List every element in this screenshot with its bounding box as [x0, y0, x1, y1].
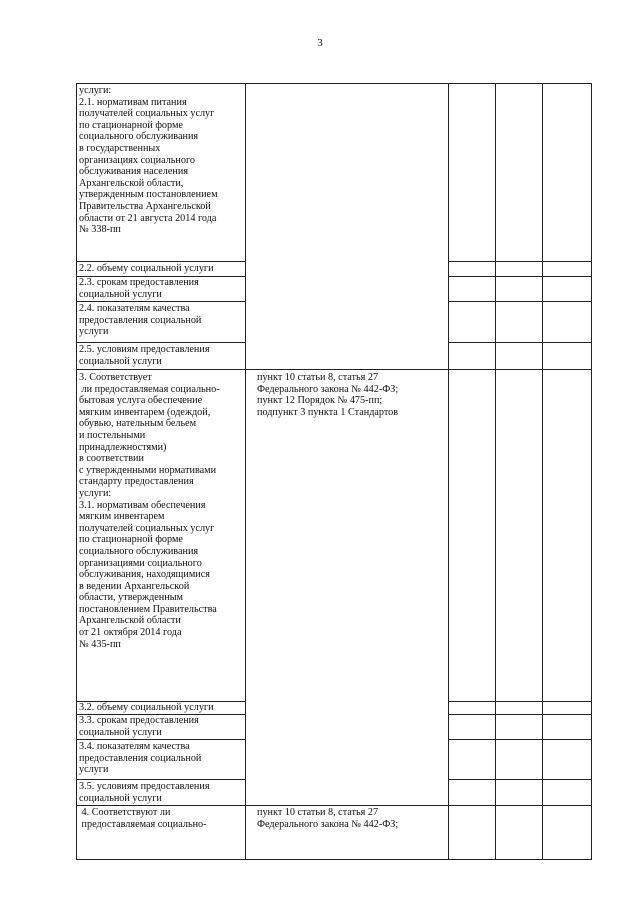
criterion-text: 3.4. показателям качества предоставления социальной услуги	[79, 741, 202, 776]
row-divider	[448, 301, 592, 302]
table-border-left	[76, 83, 77, 860]
criterion-text: 4. Соответствуют ли предоставляемая социально-	[81, 807, 207, 830]
criterion-text: услуги: 2.1. нормативам питания получателей социальных услуг по стационарной форме социального обслуживания в государственных организациях социального обслуживания населения Архангельской области, утвержденным постановлением Правительства Архангельской области от 21 августа 2014 года № 338-пп	[79, 85, 218, 236]
page-number: 3	[317, 37, 323, 49]
legal-reference-text: пункт 10 статьи 8, статья 27 Федерального закона № 442-ФЗ;	[257, 807, 399, 830]
row-divider	[76, 301, 245, 302]
table-border-right	[591, 83, 592, 860]
column-divider	[448, 83, 449, 860]
row-divider	[76, 779, 245, 780]
row-divider	[76, 261, 245, 262]
row-divider	[448, 779, 592, 780]
column-divider	[542, 83, 543, 860]
row-divider	[76, 739, 245, 740]
row-divider	[76, 805, 592, 806]
table-border-bottom	[76, 859, 592, 860]
row-divider	[448, 714, 592, 715]
checklist-table	[76, 83, 592, 860]
column-divider	[495, 83, 496, 860]
row-divider	[448, 261, 592, 262]
criterion-text: 2.5. условиям предоставления социальной услуги	[79, 344, 210, 367]
criterion-text: 2.3. срокам предоставления социальной услуги	[79, 277, 199, 300]
row-divider	[76, 342, 245, 343]
criterion-text: 2.4. показателям качества предоставления социальной услуги	[79, 303, 202, 338]
criterion-text: 2.2. объему социальной услуги	[79, 263, 214, 274]
table-border-top	[76, 83, 592, 84]
legal-reference-text: пункт 10 статьи 8, статья 27 Федерального закона № 442-ФЗ; пункт 12 Порядок № 475-пп; подпункт 3 пункта 1 Стандартов	[257, 372, 399, 418]
row-divider	[448, 342, 592, 343]
row-divider	[448, 739, 592, 740]
criterion-text: 3.2. объему социальной услуги	[79, 702, 214, 713]
criterion-text: 3.3. срокам предоставления социальной услуги	[79, 715, 199, 738]
column-divider	[245, 83, 246, 860]
row-divider	[76, 369, 592, 370]
criterion-text: 3. Соответствует ли предоставляемая социально- бытовая услуга обеспечение мягким инвентарем (одеждой, обувью, нательным бельем и постельными принадлежностями) в соответствии с утвержденными нормативами стандарту предоставления услуги: 3.1. нормативам обеспечения мягким инвентарем получателей социальных услуг по стационарной форме социального обслуживания организациями социального обслуживания, находящимися в ведении Архангельской области, утвержденным постановлением Правительства Архангельской области от 21 октября 2014 года № 435-пп	[79, 372, 220, 650]
criterion-text: 3.5. условиям предоставления социальной услуги	[79, 781, 210, 804]
row-divider	[448, 701, 592, 702]
row-divider	[448, 276, 592, 277]
